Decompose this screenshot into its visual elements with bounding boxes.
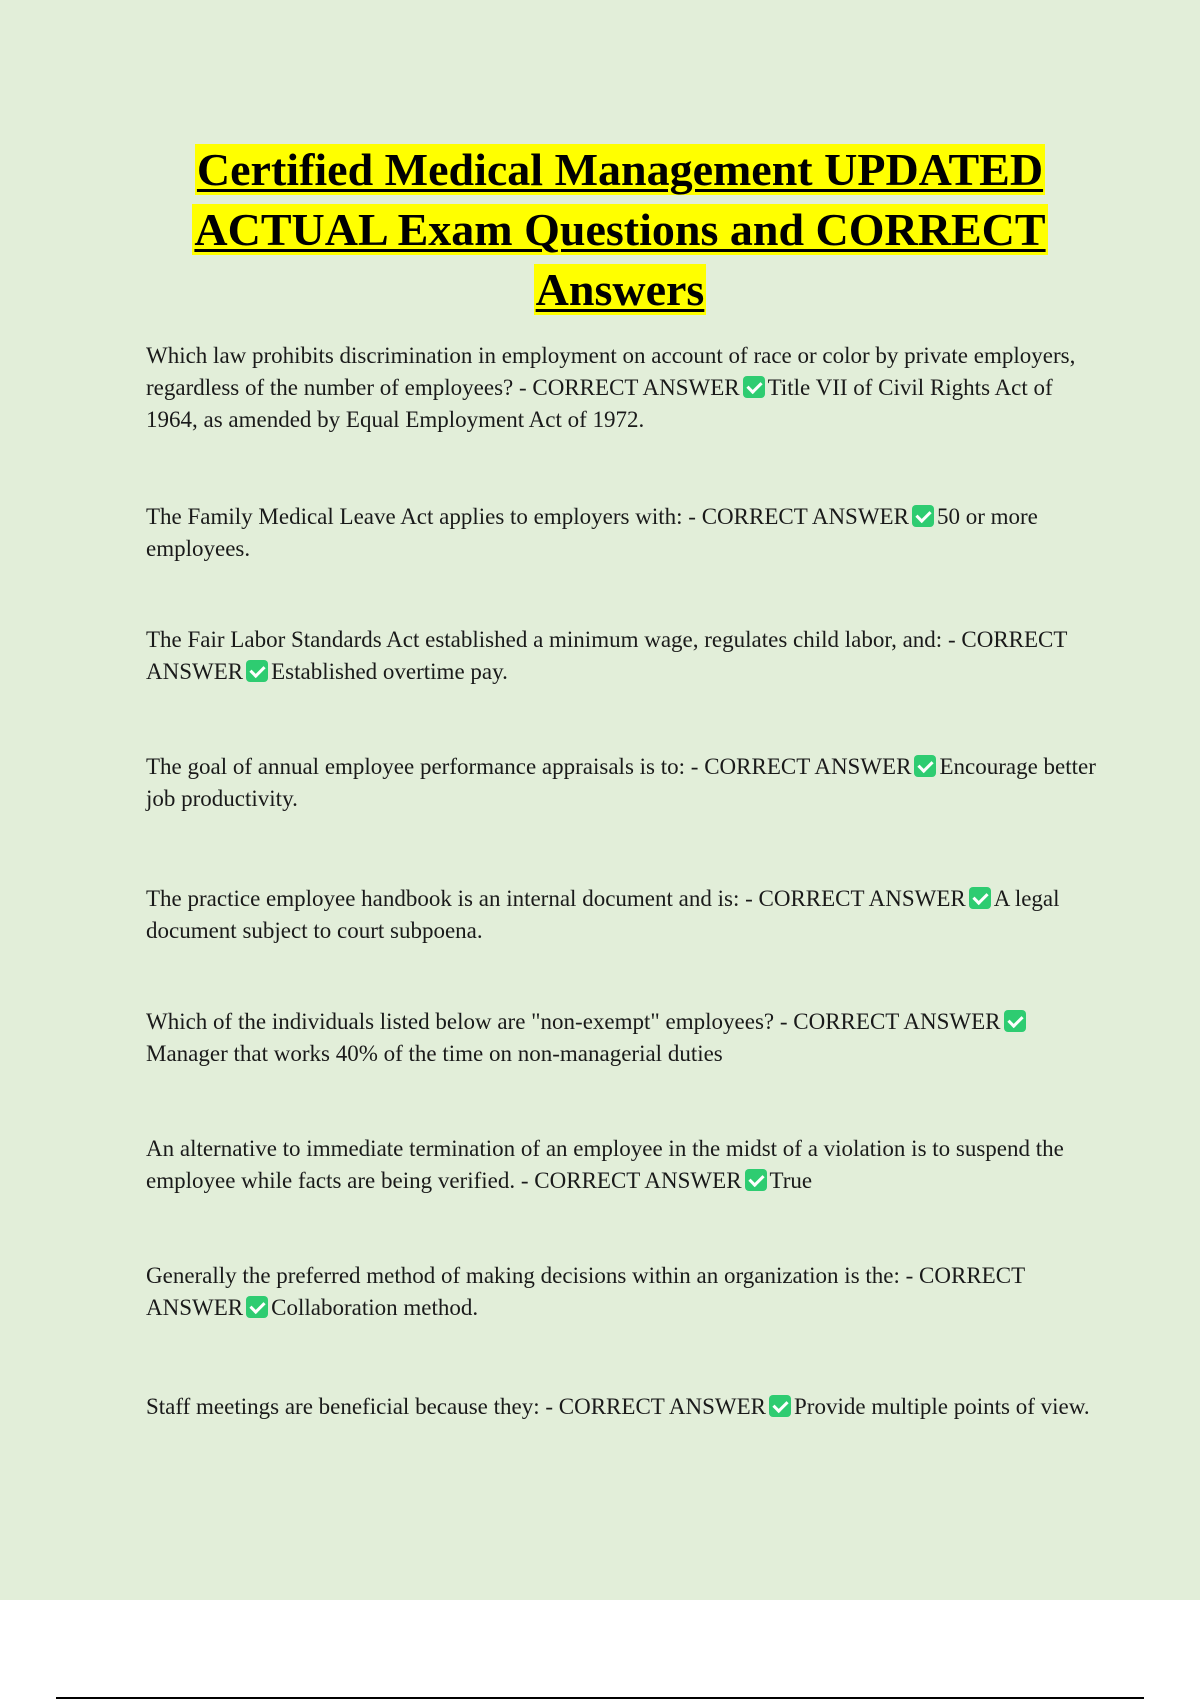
qa-item-1 (146, 340, 1096, 436)
qa-item-9 (146, 1391, 1096, 1423)
qa-item-2 (146, 501, 1096, 565)
check-icon (1004, 1010, 1026, 1032)
title-line-3: Answers (535, 264, 705, 315)
answer-marker: - CORRECT ANSWER (146, 1263, 1025, 1320)
answer-marker: - CORRECT ANSWER (518, 375, 740, 400)
answer-marker: - CORRECT ANSWER (690, 754, 912, 779)
answer-marker: - CORRECT ANSWER (545, 1394, 767, 1419)
answer-text: Title VII of Civil Rights Act of 1964, as amended by Equal Employment Act of 1972. (146, 375, 1053, 432)
answer-text: Manager that works 40% of the time on non-managerial duties (146, 1041, 723, 1066)
answer-text: True (769, 1168, 813, 1193)
question-text: The Family Medical Leave Act applies to employers with: (146, 504, 683, 529)
question-text: The goal of annual employee performance appraisals is to: (146, 754, 686, 779)
answer-text: Collaboration method. (271, 1295, 479, 1320)
qa-item-7 (146, 1133, 1096, 1197)
check-icon (914, 755, 936, 777)
qa-item-8 (146, 1260, 1096, 1324)
check-icon (743, 376, 765, 398)
answer-marker: - CORRECT ANSWER (146, 627, 1068, 684)
check-icon (912, 505, 934, 527)
footer-rule (56, 1697, 1144, 1699)
check-icon (769, 1395, 791, 1417)
qa-item-5 (146, 883, 1096, 947)
answer-text: Established overtime pay. (271, 659, 508, 684)
answer-marker: - CORRECT ANSWER (688, 504, 909, 529)
answer-text: A legal document subject to court subpoena. (146, 886, 1060, 943)
check-icon (969, 887, 991, 909)
qa-item-4 (146, 751, 1096, 815)
check-icon (745, 1169, 767, 1191)
qa-item-6 (146, 1006, 1096, 1070)
answer-text: Encourage better job productivity. (146, 754, 1096, 811)
answer-marker: - CORRECT ANSWER (779, 1009, 1001, 1034)
check-icon (246, 660, 268, 682)
question-text: An alternative to immediate termination of an employee in the midst of a violation is to suspend the employee while facts are being verified. (146, 1136, 1064, 1193)
question-text: The Fair Labor Standards Act established a minimum wage, regulates child labor, and: (146, 627, 943, 652)
qa-item-3 (146, 624, 1096, 688)
answer-text: 50 or more employees. (146, 504, 1038, 561)
check-icon (246, 1296, 268, 1318)
title-line-2: ACTUAL Exam Questions and CORRECT (194, 204, 1046, 255)
answer-marker: - CORRECT ANSWER (745, 886, 966, 911)
answer-text: Provide multiple points of view. (794, 1394, 1090, 1419)
document-title (120, 140, 1120, 320)
question-text: Which law prohibits discrimination in employment on account of race or color by private employers, regardless of the number of employees? (146, 343, 1076, 400)
answer-marker: - CORRECT ANSWER (520, 1168, 742, 1193)
question-text: Generally the preferred method of making decisions within an organization is the: (146, 1263, 900, 1288)
question-text: Staff meetings are beneficial because they: (146, 1394, 540, 1419)
title-line-1: Certified Medical Management UPDATED (196, 144, 1044, 195)
question-text: The practice employee handbook is an internal document and is: (146, 886, 740, 911)
question-text: Which of the individuals listed below are "non-exempt" employees? (146, 1009, 775, 1034)
